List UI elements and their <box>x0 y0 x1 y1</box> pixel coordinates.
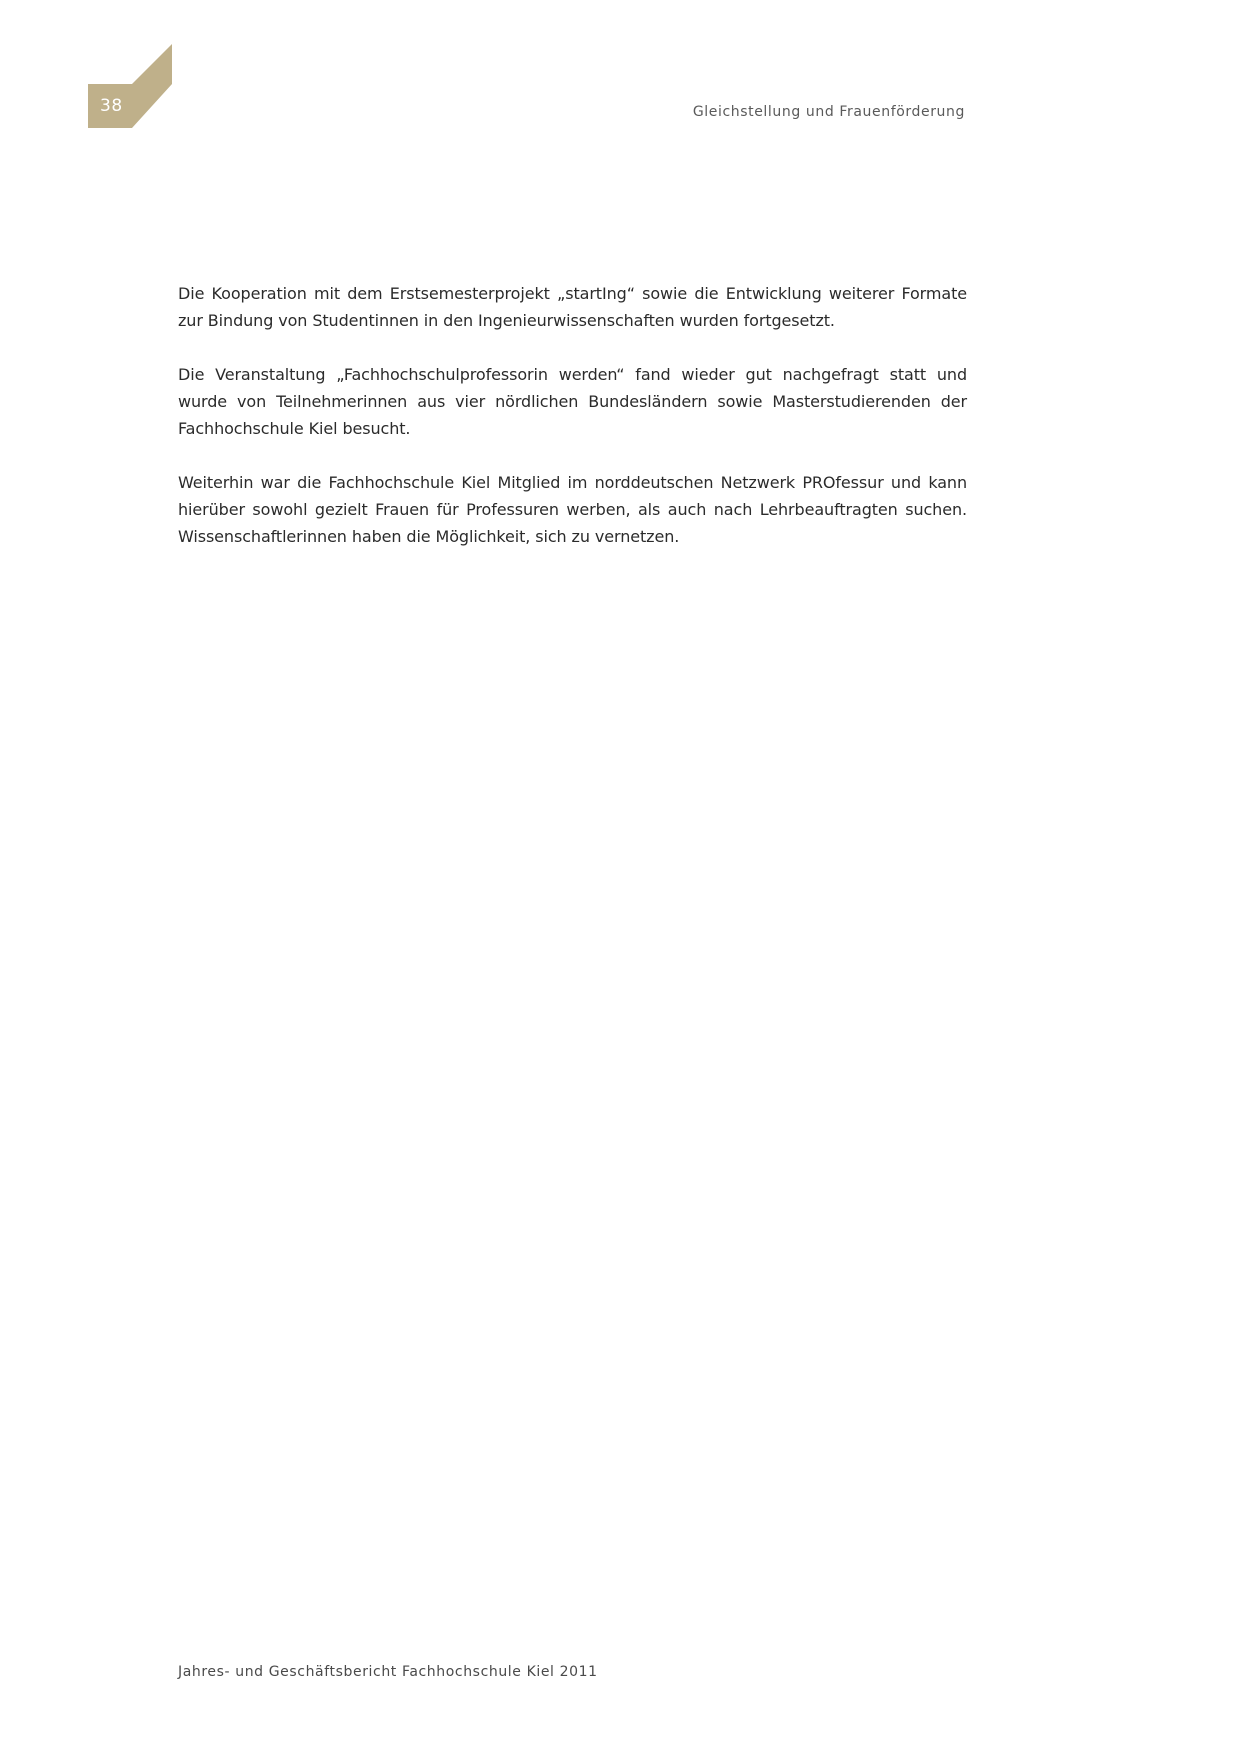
running-header-section-title: Gleichstellung und Frauenförderung <box>692 104 965 120</box>
footer-publication-title: Jahres- und Geschäftsbericht Fachhochschule Kiel 2011 <box>178 1664 598 1680</box>
page-number: 38 <box>100 96 123 116</box>
paragraph-3: Weiterhin war die Fachhochschule Kiel Mitglied im norddeutschen Netzwerk PROfessur und kann hierüber sowohl gezielt Frauen für Professuren werben, als auch nach Lehrbeauftragten suchen. Wissenschaftlerinnen haben die Möglichkeit, sich zu vernetzen. <box>178 473 967 546</box>
paragraph-2: Die Veranstaltung „Fachhochschulprofessorin werden“ fand wieder gut nachgefragt statt und wurde von Teilnehmerinnen aus vier nördlichen Bundesländern sowie Masterstudierenden der Fachhochschule Kiel besucht. <box>178 365 967 438</box>
paragraph-1: Die Kooperation mit dem Erstsemesterprojekt „startIng“ sowie die Entwicklung weiterer Formate zur Bindung von Studentinnen in den Ingenieurwissenschaften wurden fortgesetzt. <box>178 284 967 330</box>
body-text <box>178 280 967 577</box>
